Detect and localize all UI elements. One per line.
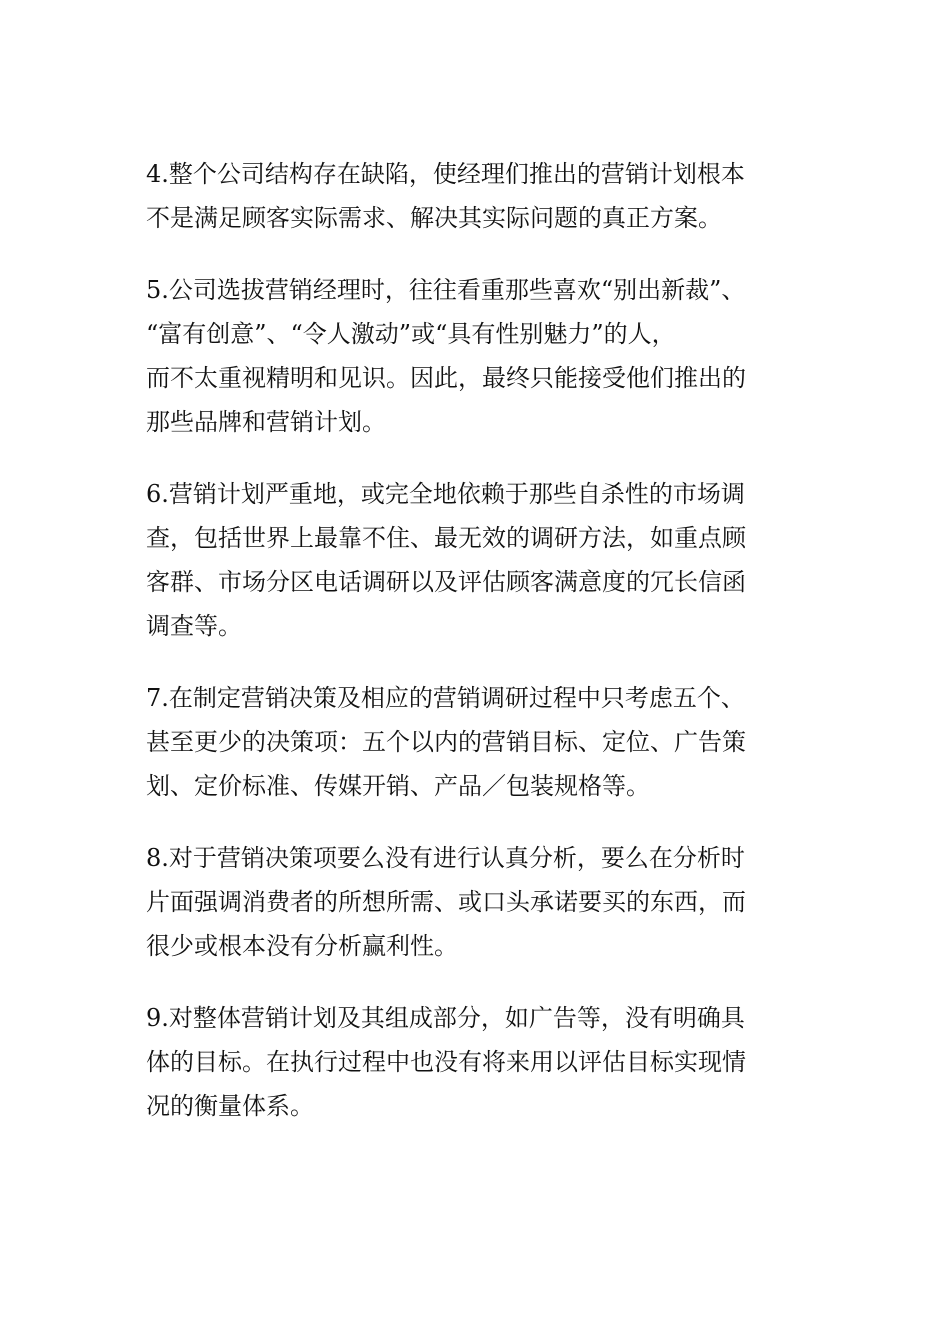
text-line: 9.对整体营销计划及其组成部分，如广告等，没有明确具 — [146, 1004, 745, 1032]
text-line: 况的衡量体系。 — [146, 1092, 314, 1120]
list-item-9 — [146, 996, 806, 1128]
text-line: 调查等。 — [146, 612, 242, 640]
text-line: 5.公司选拔营销经理时，往往看重那些喜欢“别出新裁”、 — [146, 276, 746, 304]
text-line: 查，包括世界上最靠不住、最无效的调研方法，如重点顾 — [146, 524, 746, 552]
text-line: 7.在制定营销决策及相应的营销调研过程中只考虑五个、 — [146, 684, 745, 712]
text-line: 甚至更少的决策项：五个以内的营销目标、定位、广告策 — [146, 728, 746, 756]
list-item-7 — [146, 676, 806, 808]
text-line: 划、定价标准、传媒开销、产品／包装规格等。 — [146, 772, 650, 800]
text-line: 很少或根本没有分析赢利性。 — [146, 932, 458, 960]
text-line: 6.营销计划严重地，或完全地依赖于那些自杀性的市场调 — [146, 480, 745, 508]
text-line: 4.整个公司结构存在缺陷，使经理们推出的营销计划根本 — [146, 160, 745, 188]
text-line: 8.对于营销决策项要么没有进行认真分析，要么在分析时 — [146, 844, 745, 872]
text-line: 而不太重视精明和见识。因此，最终只能接受他们推出的 — [146, 364, 746, 392]
list-item-8 — [146, 836, 806, 968]
text-line: “富有创意”、“令人激动”或“具有性别魅力”的人， — [146, 320, 676, 348]
text-line: 客群、市场分区电话调研以及评估顾客满意度的冗长信函 — [146, 568, 746, 596]
list-item-6 — [146, 472, 806, 648]
list-item-4 — [146, 152, 806, 240]
list-item-5 — [146, 268, 806, 444]
text-line: 片面强调消费者的所想所需、或口头承诺要买的东西，而 — [146, 888, 746, 916]
text-line: 体的目标。在执行过程中也没有将来用以评估目标实现情 — [146, 1048, 746, 1076]
document-body — [146, 152, 806, 1156]
text-line: 那些品牌和营销计划。 — [146, 408, 386, 436]
text-line: 不是满足顾客实际需求、解决其实际问题的真正方案。 — [146, 204, 722, 232]
